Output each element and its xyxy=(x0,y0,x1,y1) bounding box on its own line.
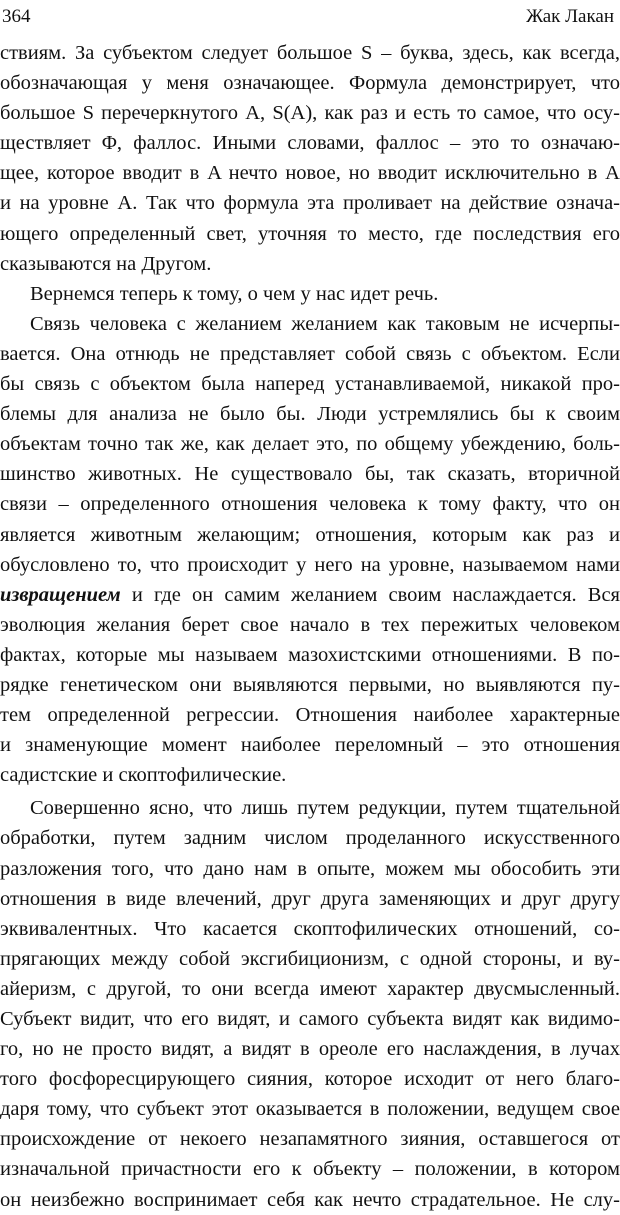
text-line: Субъект видит, что его видят, и самого субъекта видят как видимо- xyxy=(0,1008,620,1030)
text-line: щее, которое вводит в A нечто новое, но вводит исключительно в A xyxy=(0,162,620,185)
text-line: происхождение от некоего незапамятного зияния, оставшегося от xyxy=(0,1128,620,1151)
text-line: тем определенной регрессии. Отношения наиболее характерные xyxy=(0,704,620,727)
page-number: 364 xyxy=(2,6,31,27)
text-line: эволюция желания берет свое начало в тех пережитых человеком xyxy=(0,613,620,636)
text-line: и знаменующие момент наиболее переломный – это отношения xyxy=(0,734,620,757)
text-line: ществляет Φ, фаллос. Иными словами, фаллос – это то означаю- xyxy=(0,132,620,155)
text-line: ствиям. За субъектом следует большое S – буква, здесь, как всегда, xyxy=(0,42,620,64)
text-line: является животным желающим; отношения, которым как раз и xyxy=(0,523,620,546)
text-line: объектам точно так же, как делает это, по общему убеждению, боль- xyxy=(0,433,620,456)
text-line: ющего определенный свет, уточняя то место, где последствия его xyxy=(0,222,620,245)
text-line: блемы для анализа не было бы. Люди устремлялись бы к своим xyxy=(0,403,620,426)
text-line: связи – определенного отношения человека к тому факту, что он xyxy=(0,493,620,516)
text-line: разложения того, что дано нам в опыте, можем мы обособить эти xyxy=(0,857,620,880)
text-line: эквивалентных. Что касается скоптофилических отношений, со- xyxy=(0,917,620,940)
text-line: он неизбежно воспринимает себя как нечто страдательное. Не слу- xyxy=(0,1188,620,1211)
text-line: извращением и где он самим желанием своим наслаждается. Вся xyxy=(0,583,620,606)
text-line: отношения в виде влечений, друг друга заменяющих и друг другу xyxy=(0,887,620,910)
body-text xyxy=(0,38,620,1215)
paragraph-line: Вернемся теперь к тому, о чем у нас идет речь. xyxy=(30,282,439,305)
text-line: прягающих между собой эксгибиционизм, с одной стороны, и ву- xyxy=(0,947,620,970)
running-header xyxy=(2,6,614,32)
text-line: садистские и скоптофилические. xyxy=(0,764,287,787)
text-line: обработки, путем задним числом проделанного искусственного xyxy=(0,827,620,850)
text-line: изначальной причастности его к объекту – положении, в котором xyxy=(0,1158,620,1181)
text-line: сказываются на Другом. xyxy=(0,252,212,275)
running-title: Жак Лакан xyxy=(526,6,614,27)
text-line: даря тому, что субъект этот оказывается в положении, ведущем свое xyxy=(0,1098,620,1121)
text-line: большое S перечеркнутого A, S(A), как раз и есть то самое, что осу- xyxy=(0,102,620,125)
text-line: рядке генетическом они выявляются первыми, но выявляются пу- xyxy=(0,673,620,696)
italic-term: извращением xyxy=(0,583,121,606)
text-line: и на уровне A. Так что формула эта проливает на действие означа- xyxy=(0,192,620,215)
text-line: обусловлено то, что происходит у него на уровне, называемом нами xyxy=(0,553,620,576)
paragraph-line: Связь человека с желанием желанием как таковым не исчерпы- xyxy=(30,312,620,335)
text-line: того фосфоресцирующего сияния, которое исходит от него благо- xyxy=(0,1068,620,1091)
text-line: айеризм, с другой, то они всегда имеют характер двусмысленный. xyxy=(0,977,620,1000)
text-line: фактах, которые мы называем мазохистскими отношениями. В по- xyxy=(0,643,620,666)
text-line: бы связь с объектом была наперед устанавливаемой, никакой про- xyxy=(0,373,620,396)
paragraph-line: Совершенно ясно, что лишь путем редукции, путем тщательной xyxy=(30,797,620,820)
text-line: шинство животных. Не существовало бы, так сказать, вторичной xyxy=(0,463,620,486)
text-line: обозначающая у меня означающее. Формула демонстрирует, что xyxy=(0,72,620,95)
text-line: вается. Она отнюдь не представляет собой связь с объектом. Если xyxy=(0,342,620,365)
text-line: го, но не просто видят, а видят в ореоле его наслаждения, в лучах xyxy=(0,1038,620,1061)
